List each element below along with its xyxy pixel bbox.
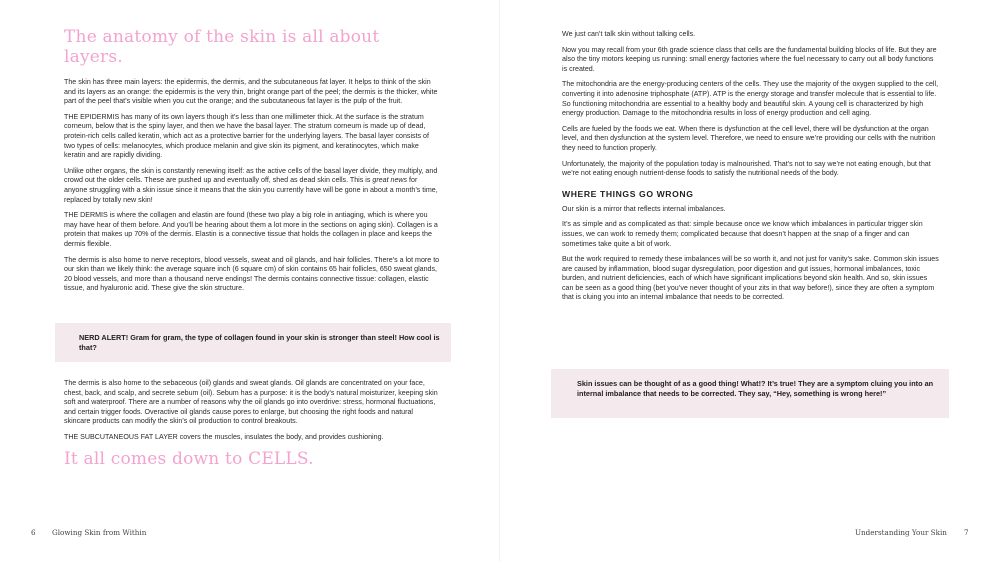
paragraph-dermis-contents: The dermis is also home to nerve receptors, blood vessels, sweat and oil glands, and hair follicles. There’s a lot more to our skin than we likely think: the average square inch (6 square cm) of skin contains 65 hair follicles, 650 sweat glands, 20 blood vessels, and more than a thousand nerve endings! The dermis contains connective tissue: collagen, elastic tissue, and hyaluronic acid. These give the skin structure. <box>64 255 440 293</box>
subheading-where-things-go-wrong: WHERE THINGS GO WRONG <box>562 188 694 199</box>
paragraph-building-blocks: Now you may recall from your 6th grade science class that cells are the fundamental building blocks of life. But they are also the tiny motors keeping us running: small energy factories where the fuel necessary to carry out all body functions is created. <box>562 45 937 73</box>
page-heading: The anatomy of the skin is all about layers. <box>64 27 380 67</box>
paragraph-remedy: But the work required to remedy these imbalances will be so worth it, and not just for vanity’s sake. Common skin issues are caused by inflammation, blood sugar dysregulation, poor digestion and gut issues, hormonal imbalances, toxic burden, and nutrient deficiencies, each of which have significant implications beyond skin health. And so, skin issues can be seen as a good thing (bet you’ve never thought of your zits in that way before!), since they are often a symptom that is cluing you into an internal imbalance that needs to be corrected. <box>562 255 939 302</box>
book-title-footer: Glowing Skin from Within <box>52 528 147 537</box>
nerd-alert-callout <box>55 323 451 362</box>
paragraph-mirror: Our skin is a mirror that reflects internal imbalances. <box>562 204 726 213</box>
right-column-top <box>562 30 940 309</box>
paragraph-fuel: Cells are fueled by the foods we eat. When there is dysfunction at the cell level, there will be dysfunction at the organ level, and then dysfunction at the system level. Therefore, we need to ensure we’re providing our cells with the nutrition they need to function properly. <box>562 124 936 152</box>
paragraph-layers: The skin has three main layers: the epidermis, the dermis, and the subcutaneous fat layer. It helps to think of the skin and its layers as an orange: the epidermis is the very thin, bright orange part of the peel; the dermis is the thicker, white part of the peel that’s visible when you cut the orange; and the subcutaneous fat layer is the pulp of the fruit. <box>64 78 438 106</box>
nerd-alert-text: NERD ALERT! Gram for gram, the type of collagen found in your skin is stronger than steel! How cool is that? <box>79 333 440 352</box>
skin-issues-callout <box>551 369 949 418</box>
left-column-top <box>64 27 440 300</box>
paragraph-renewal: Unlike other organs, the skin is constantly renewing itself: as the active cells of the basal layer divide, they multiply, and crowd out the older cells. These are pushed up and eventually off, shed as dead skin cells. This is great news for anyone struggling with a skin issue since it means that the skin you currently have will be gone in about a month’s time, replaced by totally new skin! <box>64 166 438 204</box>
paragraph-epidermis: THE EPIDERMIS has many of its own layers though it’s less than one millimeter thick. At the surface is the stratum corneum, below that is the spiny layer, and then we have the basal layer. The stratum corneum is made up of dead, protein-rich cells called keratin, which act as a protective barrier for the underlying layers. The basal layer consists of two types of cells: melanocytes, which produce melanin and give skin its pigment, and keratinocytes, which make keratin and are rapidly dividing. <box>64 112 429 160</box>
chapter-title-footer: Understanding Your Skin <box>855 528 947 537</box>
page-number-right: 7 <box>964 528 969 537</box>
paragraph-dermis: THE DERMIS is where the collagen and elastin are found (these two play a big role in antiaging, which is where you may have hear of them before. And you’ll be hearing about them a lot more in the sections on aging skin). Collagen is a protein that makes up 70% of the dermis. Elastin is a connective tissue that holds the collagen in place and keeps the dermis flexible. <box>64 211 438 248</box>
paragraph-simple-complicated: It’s as simple and as complicated as that: simple because once we know which imbalances in particular trigger skin issues, we can work to remedy them; complicated because that doesn’t happen at the snap of a finger and can sometimes take quite a bit of work. <box>562 220 923 248</box>
paragraph-subcutaneous: THE SUBCUTANEOUS FAT LAYER covers the muscles, insulates the body, and provides cushioning. <box>64 432 384 441</box>
paragraph-cells-intro: We just can’t talk skin without talking cells. <box>562 30 696 38</box>
paragraph-glands: The dermis is also home to the sebaceous (oil) glands and sweat glands. Oil glands are concentrated on your face, chest, back, and scalp, and secrete sebum (oil). Sebum has a purpose: it is the body’s natural moisturizer, keeping skin soft and waterproof. There are a number of reasons why the oil glands go into overdrive: stress, hormonal fluctuations, and certain trigger foods. Overactive oil glands cause pores to enlarge, but choosing the right foods and natural skincare products can modify the skin’s oil production to control breakouts. <box>64 379 438 426</box>
right-page <box>500 0 1000 562</box>
section-heading-cells: It all comes down to CELLS. <box>64 448 314 469</box>
paragraph-mitochondria: The mitochondria are the energy-producing centers of the cells. They use the majority of the oxygen supplied to the cell, converting it into adenosine triphosphate (ATP). ATP is the energy storage and transfer molecule that is essential to life. So functioning mitochondria are essential to a healthy body and beautiful skin. A young cell is characterized by high energy production. Damage to the mitochondria results in loss of energy production and cell aging. <box>562 80 939 118</box>
left-column-bottom <box>64 379 440 469</box>
paragraph-malnourished: Unfortunately, the majority of the population today is malnourished. That’s not to say we’re not eating enough, but that we’re not eating enough nutrient-dense foods to satisfy the nutritional needs of the body. <box>562 159 931 178</box>
page-number-left: 6 <box>31 528 36 537</box>
skin-issues-callout-text: Skin issues can be thought of as a good thing! What!? It’s true! They are a symptom cluing you into an internal imbalance that needs to be corrected. They say, “Hey, something is wrong here!” <box>577 379 934 398</box>
